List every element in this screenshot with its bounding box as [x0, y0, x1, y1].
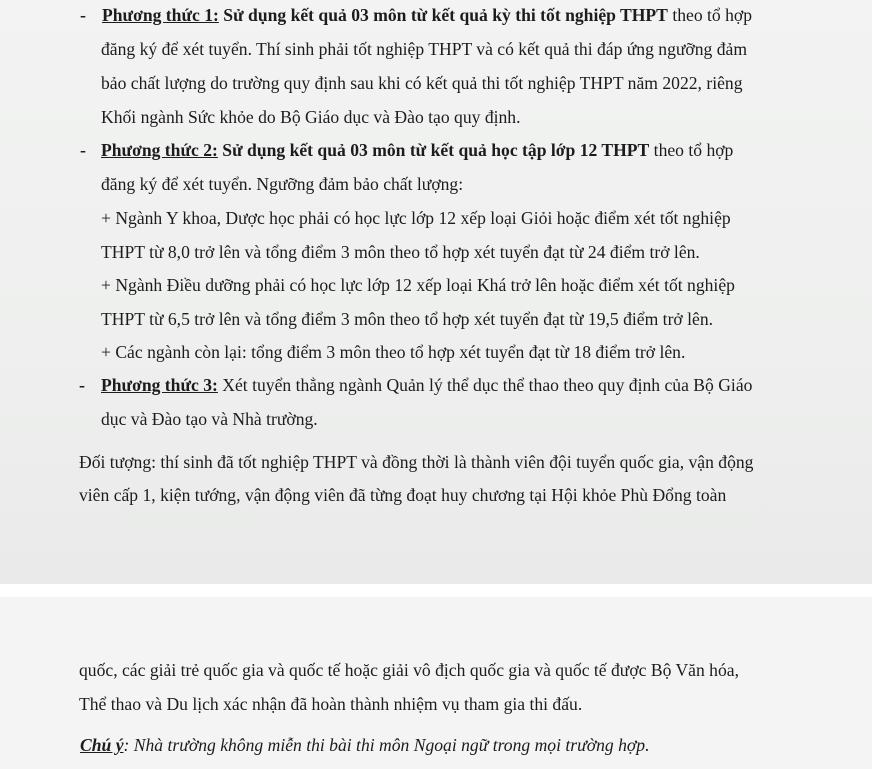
method-2-line: + Các ngành còn lại: tổng điểm 3 môn theo tổ hợp xét tuyển đạt từ 18 điểm trở lên. — [101, 342, 686, 362]
method-2-line: THPT từ 8,0 trở lên và tổng điểm 3 môn theo tổ hợp xét tuyển đạt từ 24 điểm trở lên. — [101, 242, 700, 262]
continuation-line: quốc, các giải trẻ quốc gia và quốc tế hoặc giải vô địch quốc gia và quốc tế được Bộ Văn hóa, — [79, 660, 739, 680]
page-sheet-bottom — [0, 597, 872, 769]
bullet-dash: - — [79, 375, 85, 395]
bullet-dash: - — [80, 5, 86, 25]
note — [80, 734, 649, 756]
page-gap — [0, 584, 872, 597]
method-tail-text: theo tổ hợp — [649, 140, 734, 160]
method-label: Phương thức 1: — [102, 5, 219, 25]
continuation-line: Thể thao và Du lịch xác nhận đã hoàn thành nhiệm vụ tham gia thi đấu. — [79, 694, 583, 714]
method-bold-text: Sử dụng kết quả 03 môn từ kết quả kỳ thi tốt nghiệp THPT — [218, 5, 668, 25]
target-group-line: Đối tượng: thí sinh đã tốt nghiệp THPT và đồng thời là thành viên đội tuyển quốc gia, vận động — [79, 452, 754, 472]
method-3-heading — [101, 374, 752, 396]
method-tail-text: Xét tuyển thẳng ngành Quản lý thể dục thể thao theo quy định của Bộ Giáo — [217, 375, 753, 395]
note-label: Chú ý — [80, 735, 124, 755]
method-label: Phương thức 2: — [101, 140, 218, 160]
bullet-dash: - — [80, 140, 86, 160]
method-1-line: bảo chất lượng do trường quy định sau khi có kết quả thi tốt nghiệp THPT năm 2022, riêng — [101, 73, 743, 93]
method-1-line: đăng ký để xét tuyển. Thí sinh phải tốt nghiệp THPT và có kết quả thi đáp ứng ngưỡng đảm — [101, 39, 748, 59]
method-3-line: dục và Đào tạo và Nhà trường. — [101, 409, 318, 429]
method-1-heading — [102, 4, 752, 26]
method-tail-text: theo tổ hợp — [667, 5, 752, 25]
method-label: Phương thức 3: — [101, 375, 218, 395]
method-2-line: + Ngành Y khoa, Dược học phải có học lực lớp 12 xếp loại Giỏi hoặc điểm xét tốt nghiệp — [101, 208, 731, 228]
note-text: : Nhà trường không miễn thi bài thi môn Ngoại ngữ trong mọi trường hợp. — [123, 735, 650, 755]
method-2-line: + Ngành Điều dưỡng phải có học lực lớp 12 xếp loại Khá trở lên hoặc điểm xét tốt nghiệp — [101, 275, 735, 295]
method-2-line: THPT từ 6,5 trở lên và tổng điểm 3 môn theo tổ hợp xét tuyển đạt từ 19,5 điểm trở lên. — [101, 309, 714, 329]
method-1-line: Khối ngành Sức khỏe do Bộ Giáo dục và Đào tạo quy định. — [101, 107, 521, 127]
method-2-line: đăng ký để xét tuyển. Ngưỡng đảm bảo chất lượng: — [101, 174, 464, 194]
method-2-heading — [101, 139, 733, 161]
method-bold-text: Sử dụng kết quả 03 môn từ kết quả học tập lớp 12 THPT — [217, 140, 650, 160]
target-group-line: viên cấp 1, kiện tướng, vận động viên đã từng đoạt huy chương tại Hội khỏe Phù Đổng toàn — [79, 485, 727, 505]
